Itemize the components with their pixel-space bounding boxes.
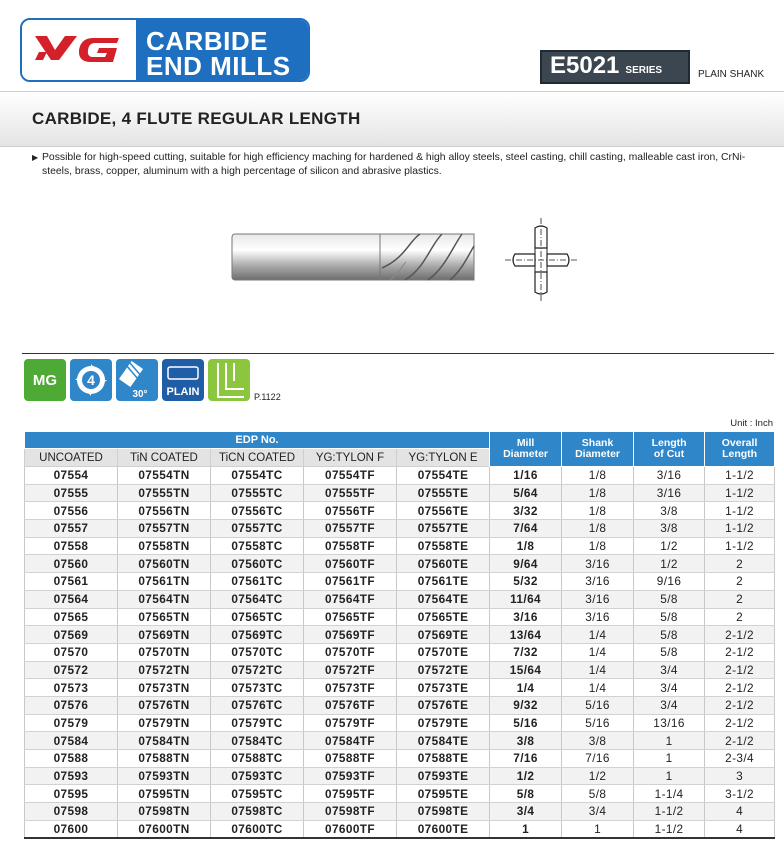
- header-length-of-cut-line2: of Cut: [653, 448, 685, 460]
- table-row: [25, 590, 775, 608]
- series-suffix: SERIES: [625, 65, 663, 76]
- cell-uncoated: 07572: [25, 661, 118, 679]
- cell-overall-length: 1-1/2: [705, 520, 775, 538]
- cell-uncoated: 07573: [25, 679, 118, 697]
- cell-overall-length: 1-1/2: [705, 467, 775, 485]
- header-uncoated: UNCOATED: [25, 449, 118, 467]
- cell-shank-diameter: 1: [562, 820, 634, 838]
- cell-shank-diameter: 3/8: [562, 732, 634, 750]
- cell-shank-diameter: 1/8: [562, 537, 634, 555]
- table-row: [25, 820, 775, 838]
- cell-tylon-e: 07570TE: [397, 643, 490, 661]
- brand-line-2: END MILLS: [146, 51, 291, 81]
- cell-tylon-e: 07576TE: [397, 696, 490, 714]
- cell-ticn-coated: 07564TC: [211, 590, 304, 608]
- table-row: [25, 502, 775, 520]
- cell-ticn-coated: 07557TC: [211, 520, 304, 538]
- table-row: [25, 643, 775, 661]
- cell-tylon-e: 07569TE: [397, 626, 490, 644]
- cell-shank-diameter: 3/16: [562, 608, 634, 626]
- cell-tin-coated: 07555TN: [118, 484, 211, 502]
- cell-tin-coated: 07593TN: [118, 767, 211, 785]
- edp-group-header: EDP No.: [25, 432, 490, 449]
- cell-tylon-f: 07595TF: [304, 785, 397, 803]
- cell-ticn-coated: 07593TC: [211, 767, 304, 785]
- four-flute-icon: [70, 359, 112, 401]
- cell-length-of-cut: 5/8: [634, 608, 705, 626]
- cell-tylon-f: 07572TF: [304, 661, 397, 679]
- cell-tylon-e: 07584TE: [397, 732, 490, 750]
- cell-tylon-f: 07588TF: [304, 750, 397, 768]
- product-description: [32, 151, 772, 179]
- cell-ticn-coated: 07570TC: [211, 643, 304, 661]
- cell-ticn-coated: 07579TC: [211, 714, 304, 732]
- cell-ticn-coated: 07556TC: [211, 502, 304, 520]
- cell-mill-diameter: 1/16: [490, 467, 562, 485]
- header-length-of-cut: [634, 432, 705, 467]
- cell-mill-diameter: 11/64: [490, 590, 562, 608]
- cell-mill-diameter: 3/32: [490, 502, 562, 520]
- brand-title: [136, 20, 308, 80]
- table-row: [25, 714, 775, 732]
- material-icon: [24, 359, 66, 401]
- cell-tylon-f: 07565TF: [304, 608, 397, 626]
- cell-length-of-cut: 1-1/2: [634, 820, 705, 838]
- cell-tylon-e: 07564TE: [397, 590, 490, 608]
- cell-uncoated: 07576: [25, 696, 118, 714]
- cell-overall-length: 1-1/2: [705, 502, 775, 520]
- cell-ticn-coated: 07598TC: [211, 803, 304, 821]
- cell-ticn-coated: 07565TC: [211, 608, 304, 626]
- cell-tylon-e: 07558TE: [397, 537, 490, 555]
- cell-length-of-cut: 5/8: [634, 643, 705, 661]
- table-row: [25, 484, 775, 502]
- cell-length-of-cut: 1-1/4: [634, 785, 705, 803]
- yg-logo: [22, 20, 136, 80]
- cell-length-of-cut: 3/8: [634, 520, 705, 538]
- cell-shank-diameter: 3/16: [562, 590, 634, 608]
- cell-length-of-cut: 1: [634, 732, 705, 750]
- cell-tylon-f: 07558TF: [304, 537, 397, 555]
- cell-mill-diameter: 15/64: [490, 661, 562, 679]
- cell-shank-diameter: 1/4: [562, 643, 634, 661]
- cell-mill-diameter: 1/4: [490, 679, 562, 697]
- cell-shank-diameter: 1/8: [562, 484, 634, 502]
- header-shank-diameter: [562, 432, 634, 467]
- header-mill-diameter-line2: Diameter: [503, 448, 549, 460]
- cell-uncoated: 07564: [25, 590, 118, 608]
- cell-mill-diameter: 9/32: [490, 696, 562, 714]
- cell-tin-coated: 07573TN: [118, 679, 211, 697]
- table-row: [25, 732, 775, 750]
- cell-shank-diameter: 3/16: [562, 555, 634, 573]
- cell-overall-length: 2-1/2: [705, 679, 775, 697]
- cell-tylon-e: 07560TE: [397, 555, 490, 573]
- cell-length-of-cut: 3/4: [634, 679, 705, 697]
- cell-mill-diameter: 7/32: [490, 643, 562, 661]
- helix-angle-icon: [116, 359, 158, 401]
- cell-tin-coated: 07576TN: [118, 696, 211, 714]
- page-reference: P.1122: [254, 392, 281, 402]
- cell-tin-coated: 07560TN: [118, 555, 211, 573]
- cell-tylon-f: 07579TF: [304, 714, 397, 732]
- cell-tylon-e: 07555TE: [397, 484, 490, 502]
- cell-uncoated: 07555: [25, 484, 118, 502]
- cell-tylon-f: 07557TF: [304, 520, 397, 538]
- cell-tylon-f: 07554TF: [304, 467, 397, 485]
- cell-overall-length: 2-1/2: [705, 643, 775, 661]
- cell-uncoated: 07579: [25, 714, 118, 732]
- cell-shank-diameter: 1/8: [562, 467, 634, 485]
- shank-type-label: PLAIN SHANK: [698, 69, 765, 80]
- cell-mill-diameter: 7/16: [490, 750, 562, 768]
- cell-tylon-f: 07600TF: [304, 820, 397, 838]
- header-overall-length-line2: Length: [722, 448, 758, 460]
- cell-mill-diameter: 5/32: [490, 573, 562, 591]
- cell-ticn-coated: 07569TC: [211, 626, 304, 644]
- cell-tin-coated: 07558TN: [118, 537, 211, 555]
- cell-ticn-coated: 07555TC: [211, 484, 304, 502]
- profile-graphic: [208, 359, 250, 401]
- cell-tylon-e: 07595TE: [397, 785, 490, 803]
- end-mill-side-drawing: [230, 228, 476, 286]
- cell-tylon-f: 07573TF: [304, 679, 397, 697]
- cell-uncoated: 07560: [25, 555, 118, 573]
- cell-tylon-e: 07600TE: [397, 820, 490, 838]
- cell-tylon-f: 07555TF: [304, 484, 397, 502]
- header-mill-diameter-line1: Mill: [516, 437, 535, 449]
- cell-overall-length: 2: [705, 555, 775, 573]
- cell-uncoated: 07561: [25, 573, 118, 591]
- cell-overall-length: 2: [705, 608, 775, 626]
- cell-tylon-e: 07556TE: [397, 502, 490, 520]
- cell-overall-length: 4: [705, 820, 775, 838]
- cell-tylon-e: 07557TE: [397, 520, 490, 538]
- table-row: [25, 767, 775, 785]
- yg-logo-mark: [31, 30, 127, 70]
- cell-mill-diameter: 1/2: [490, 767, 562, 785]
- table-row: [25, 785, 775, 803]
- cell-shank-diameter: 5/8: [562, 785, 634, 803]
- cell-length-of-cut: 1/2: [634, 537, 705, 555]
- cell-shank-diameter: 1/2: [562, 767, 634, 785]
- cell-tin-coated: 07561TN: [118, 573, 211, 591]
- cutting-profile-icon: [208, 359, 250, 401]
- cell-uncoated: 07554: [25, 467, 118, 485]
- table-row: [25, 520, 775, 538]
- cell-tylon-e: 07565TE: [397, 608, 490, 626]
- header-tylon-f: YG:TYLON F: [304, 449, 397, 467]
- cell-tylon-e: 07554TE: [397, 467, 490, 485]
- brand-banner: [20, 18, 310, 82]
- cell-uncoated: 07558: [25, 537, 118, 555]
- cell-uncoated: 07565: [25, 608, 118, 626]
- cell-length-of-cut: 9/16: [634, 573, 705, 591]
- cell-overall-length: 2-1/2: [705, 661, 775, 679]
- cell-uncoated: 07595: [25, 785, 118, 803]
- table-row: [25, 661, 775, 679]
- header-ticn-coated: TiCN COATED: [211, 449, 304, 467]
- cell-shank-diameter: 3/4: [562, 803, 634, 821]
- plain-shank-label: PLAIN: [166, 386, 200, 398]
- table-row: [25, 555, 775, 573]
- cell-mill-diameter: 1: [490, 820, 562, 838]
- cell-tin-coated: 07569TN: [118, 626, 211, 644]
- cell-tylon-f: 07564TF: [304, 590, 397, 608]
- cell-tylon-f: 07593TF: [304, 767, 397, 785]
- table-row: [25, 608, 775, 626]
- series-badge: [540, 50, 690, 84]
- cell-mill-diameter: 9/64: [490, 555, 562, 573]
- cell-tin-coated: 07570TN: [118, 643, 211, 661]
- cell-uncoated: 07556: [25, 502, 118, 520]
- table-row: [25, 467, 775, 485]
- cell-shank-diameter: 1/4: [562, 626, 634, 644]
- cell-tin-coated: 07556TN: [118, 502, 211, 520]
- header-overall-length-line1: Overall: [721, 437, 758, 449]
- header-length-of-cut-line1: Length: [651, 437, 687, 449]
- cell-tylon-e: 07561TE: [397, 573, 490, 591]
- cell-tylon-f: 07570TF: [304, 643, 397, 661]
- plain-shank-icon: [162, 359, 204, 401]
- cell-tin-coated: 07565TN: [118, 608, 211, 626]
- cell-tylon-f: 07561TF: [304, 573, 397, 591]
- table-row: [25, 626, 775, 644]
- cell-tin-coated: 07595TN: [118, 785, 211, 803]
- cell-ticn-coated: 07576TC: [211, 696, 304, 714]
- cell-mill-diameter: 3/8: [490, 732, 562, 750]
- cell-tylon-f: 07598TF: [304, 803, 397, 821]
- cell-mill-diameter: 5/16: [490, 714, 562, 732]
- table-row: [25, 679, 775, 697]
- cell-tin-coated: 07557TN: [118, 520, 211, 538]
- cell-mill-diameter: 1/8: [490, 537, 562, 555]
- table-row: [25, 537, 775, 555]
- unit-label: Unit : Inch: [730, 418, 773, 429]
- cell-shank-diameter: 5/16: [562, 714, 634, 732]
- cell-ticn-coated: 07554TC: [211, 467, 304, 485]
- table-body: [25, 467, 775, 838]
- description-text: Possible for high-speed cutting, suitable for high efficiency maching for hardened & high alloy steels, steel casting, chill casting, malleable cast iron, CrNi-steels, brass, copper, aluminum with a high percentage of silicon and abrasive plastics.: [42, 152, 746, 177]
- cell-tin-coated: 07554TN: [118, 467, 211, 485]
- cell-ticn-coated: 07573TC: [211, 679, 304, 697]
- cell-overall-length: 4: [705, 803, 775, 821]
- cell-shank-diameter: 5/16: [562, 696, 634, 714]
- brand-line-1: CARBIDE: [146, 26, 268, 56]
- cell-length-of-cut: 1: [634, 750, 705, 768]
- cell-ticn-coated: 07561TC: [211, 573, 304, 591]
- cell-shank-diameter: 1/4: [562, 661, 634, 679]
- page-title: CARBIDE, 4 FLUTE REGULAR LENGTH: [32, 109, 361, 128]
- cell-tylon-e: 07572TE: [397, 661, 490, 679]
- icons-divider: [22, 353, 774, 354]
- cell-length-of-cut: 3/16: [634, 484, 705, 502]
- cell-mill-diameter: 3/16: [490, 608, 562, 626]
- specification-table: [24, 431, 775, 839]
- cell-length-of-cut: 3/16: [634, 467, 705, 485]
- header-overall-length: [705, 432, 775, 467]
- table-row: [25, 803, 775, 821]
- cell-tylon-f: 07569TF: [304, 626, 397, 644]
- header-tylon-e: YG:TYLON E: [397, 449, 490, 467]
- cell-overall-length: 2-3/4: [705, 750, 775, 768]
- cell-tylon-e: 07588TE: [397, 750, 490, 768]
- cell-tylon-e: 07573TE: [397, 679, 490, 697]
- cell-length-of-cut: 3/4: [634, 661, 705, 679]
- end-mill-end-view: [505, 218, 577, 302]
- cell-tin-coated: 07572TN: [118, 661, 211, 679]
- cell-overall-length: 1-1/2: [705, 537, 775, 555]
- table-row: [25, 750, 775, 768]
- cell-tylon-f: 07576TF: [304, 696, 397, 714]
- cell-overall-length: 3-1/2: [705, 785, 775, 803]
- cell-overall-length: 2: [705, 573, 775, 591]
- helix-angle-graphic: [116, 359, 158, 401]
- cell-tylon-e: 07579TE: [397, 714, 490, 732]
- bullet-icon: ▶: [32, 153, 39, 162]
- cell-tin-coated: 07584TN: [118, 732, 211, 750]
- helix-angle-label: 30°: [132, 389, 148, 400]
- cell-length-of-cut: 1: [634, 767, 705, 785]
- cell-mill-diameter: 7/64: [490, 520, 562, 538]
- cell-uncoated: 07598: [25, 803, 118, 821]
- series-code: E5021: [550, 52, 620, 79]
- cell-tylon-e: 07598TE: [397, 803, 490, 821]
- cell-tin-coated: 07600TN: [118, 820, 211, 838]
- cell-ticn-coated: 07584TC: [211, 732, 304, 750]
- cell-overall-length: 1-1/2: [705, 484, 775, 502]
- header-mill-diameter: [490, 432, 562, 467]
- cell-length-of-cut: 3/4: [634, 696, 705, 714]
- cell-uncoated: 07593: [25, 767, 118, 785]
- cell-length-of-cut: 5/8: [634, 590, 705, 608]
- cell-shank-diameter: 1/8: [562, 520, 634, 538]
- cell-tin-coated: 07579TN: [118, 714, 211, 732]
- cell-uncoated: 07557: [25, 520, 118, 538]
- cell-tin-coated: 07588TN: [118, 750, 211, 768]
- cell-ticn-coated: 07588TC: [211, 750, 304, 768]
- cell-mill-diameter: 3/4: [490, 803, 562, 821]
- cell-ticn-coated: 07558TC: [211, 537, 304, 555]
- cell-uncoated: 07584: [25, 732, 118, 750]
- table-row: [25, 696, 775, 714]
- cell-overall-length: 2-1/2: [705, 626, 775, 644]
- cell-length-of-cut: 1-1/2: [634, 803, 705, 821]
- cell-overall-length: 2-1/2: [705, 696, 775, 714]
- cell-overall-length: 2: [705, 590, 775, 608]
- cell-ticn-coated: 07560TC: [211, 555, 304, 573]
- cell-overall-length: 2-1/2: [705, 732, 775, 750]
- cell-tin-coated: 07598TN: [118, 803, 211, 821]
- flute-count: 4: [87, 372, 95, 388]
- cell-tylon-f: 07556TF: [304, 502, 397, 520]
- cell-ticn-coated: 07572TC: [211, 661, 304, 679]
- cell-mill-diameter: 5/8: [490, 785, 562, 803]
- cell-ticn-coated: 07600TC: [211, 820, 304, 838]
- plain-shank-graphic: [162, 359, 204, 401]
- table-row: [25, 573, 775, 591]
- cell-uncoated: 07588: [25, 750, 118, 768]
- cell-overall-length: 3: [705, 767, 775, 785]
- cell-ticn-coated: 07595TC: [211, 785, 304, 803]
- cell-shank-diameter: 7/16: [562, 750, 634, 768]
- cell-mill-diameter: 5/64: [490, 484, 562, 502]
- header-tin-coated: TiN COATED: [118, 449, 211, 467]
- cell-tylon-f: 07584TF: [304, 732, 397, 750]
- cell-shank-diameter: 1/4: [562, 679, 634, 697]
- cell-length-of-cut: 3/8: [634, 502, 705, 520]
- header-shank-diameter-line1: Shank: [581, 437, 614, 449]
- cell-tylon-f: 07560TF: [304, 555, 397, 573]
- cell-uncoated: 07569: [25, 626, 118, 644]
- cell-length-of-cut: 1/2: [634, 555, 705, 573]
- cell-uncoated: 07570: [25, 643, 118, 661]
- cell-length-of-cut: 5/8: [634, 626, 705, 644]
- cell-tylon-e: 07593TE: [397, 767, 490, 785]
- cell-uncoated: 07600: [25, 820, 118, 838]
- cell-tin-coated: 07564TN: [118, 590, 211, 608]
- flute-count-icon: [70, 359, 112, 401]
- cell-shank-diameter: 3/16: [562, 573, 634, 591]
- cell-mill-diameter: 13/64: [490, 626, 562, 644]
- header-shank-diameter-line2: Diameter: [575, 448, 621, 460]
- cell-shank-diameter: 1/8: [562, 502, 634, 520]
- material-label: MG: [32, 371, 58, 389]
- cell-length-of-cut: 13/16: [634, 714, 705, 732]
- cell-overall-length: 2-1/2: [705, 714, 775, 732]
